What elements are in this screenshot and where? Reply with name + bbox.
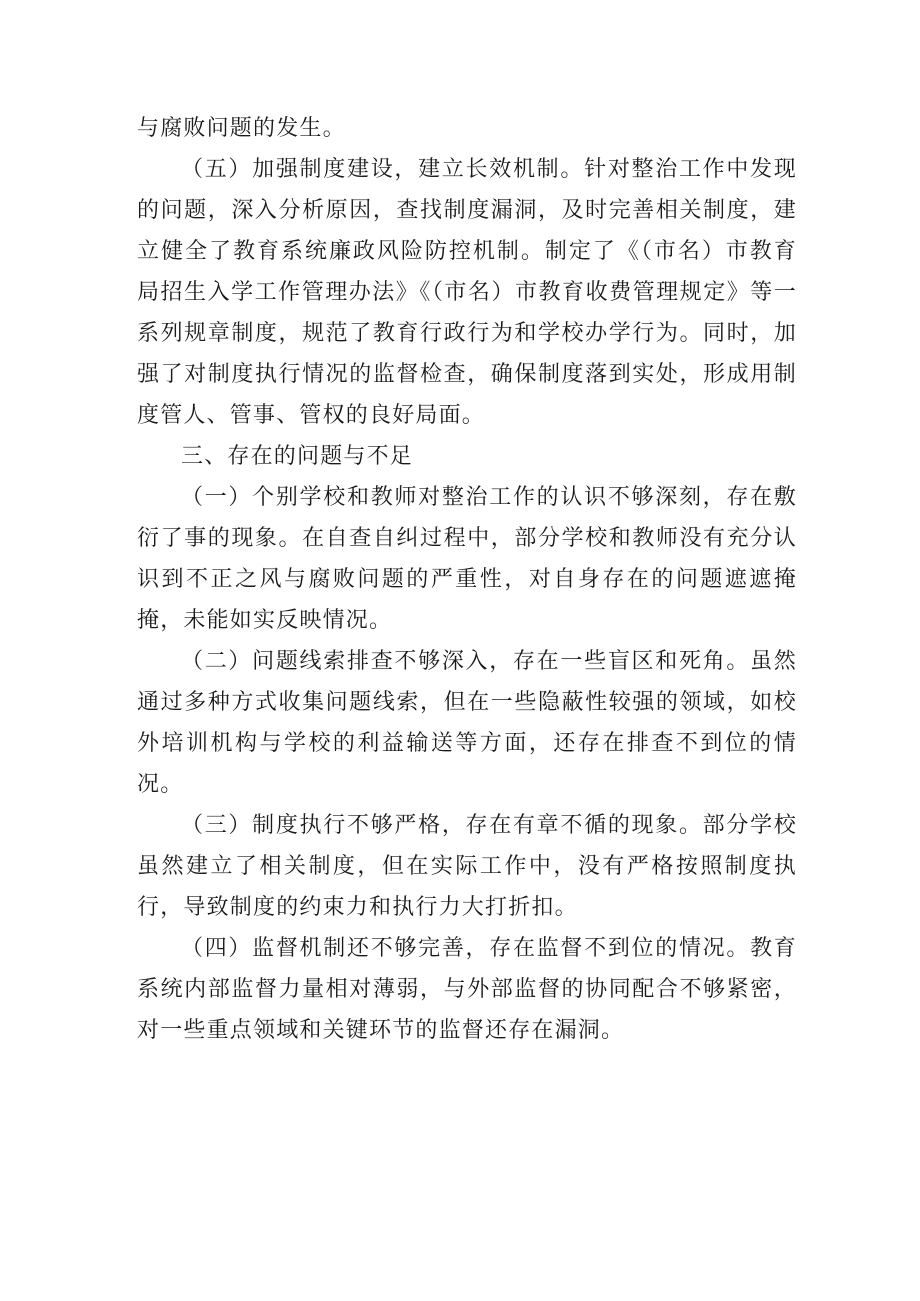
paragraph-problem-four: （四）监督机制还不够完善，存在监督不到位的情况。教育系统内部监督力量相对薄弱，与外部监督的协同配合不够紧密，对一些重点领域和关键环节的监督还存在漏洞。 xyxy=(137,936,797,1043)
paragraph-problem-three: （三）制度执行不够严格，存在有章不循的现象。部分学校虽然建立了相关制度，但在实际工作中，没有严格按照制度执行，导致制度的约束力和执行力大打折扣。 xyxy=(137,813,797,920)
document-page xyxy=(137,108,797,1051)
paragraph-continuation: 与腐败问题的发生。 xyxy=(137,116,346,141)
paragraph-problem-one: （一）个别学校和教师对整治工作的认识不够深刻，存在敷衍了事的现象。在自查自纠过程中，部分学校和教师没有充分认识到不正之风与腐败问题的严重性，对自身存在的问题遮遮掩掩，未能如实反映情况。 xyxy=(137,485,797,633)
paragraph-problem-two: （二）问题线索排查不够深入，存在一些盲区和死角。虽然通过多种方式收集问题线索，但在一些隐蔽性较强的领域，如校外培训机构与学校的利益输送等方面，还存在排查不到位的情况。 xyxy=(137,649,797,797)
paragraph-section-five: （五）加强制度建设，建立长效机制。针对整治工作中发现的问题，深入分析原因，查找制度漏洞，及时完善相关制度，建立健全了教育系统廉政风险防控机制。制定了《（市名）市教育局招生入学工作管理办法》《（市名）市教育收费管理规定》等一系列规章制度，规范了教育行政行为和学校办学行为。同时，加强了对制度执行情况的监督检查，确保制度落到实处，形成用制度管人、管事、管权的良好局面。 xyxy=(137,157,797,428)
section-heading-problems: 三、存在的问题与不足 xyxy=(181,444,414,469)
